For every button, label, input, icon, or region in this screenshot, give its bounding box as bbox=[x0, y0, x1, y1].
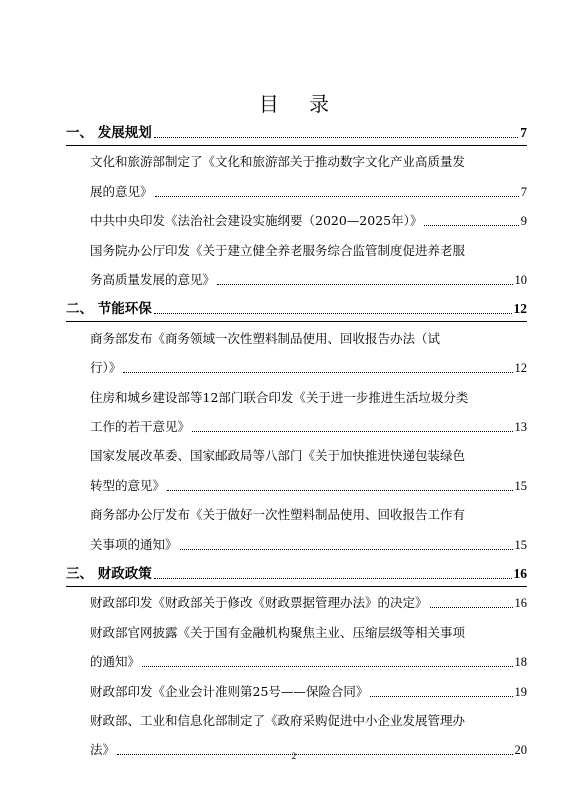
toc-entry-page: 15 bbox=[514, 537, 527, 552]
toc-entry-text: 法》 bbox=[90, 742, 116, 758]
dot-leader bbox=[167, 490, 512, 491]
dot-leader bbox=[155, 196, 519, 197]
toc-entry[interactable] bbox=[90, 683, 527, 701]
section-heading[interactable] bbox=[66, 124, 527, 142]
toc-entry-text: 国家发展改革委、国家邮政局等八部门《关于加快推进快递包装绿色 bbox=[90, 448, 466, 464]
toc-entry-text: 国务院办公厅印发《关于建立健全养老服务综合监管制度促进养老服 bbox=[90, 242, 466, 258]
toc-entry[interactable] bbox=[90, 418, 527, 436]
toc-entry[interactable] bbox=[90, 477, 527, 495]
toc-entry-text: 转型的意见》 bbox=[90, 477, 166, 493]
dot-leader bbox=[217, 284, 512, 285]
toc-entry-page: 18 bbox=[514, 655, 527, 670]
toc-entry-text: 工作的若干意见》 bbox=[90, 419, 191, 434]
section-heading[interactable] bbox=[66, 300, 527, 318]
toc-entry[interactable] bbox=[90, 330, 527, 348]
toc-entry[interactable] bbox=[90, 271, 527, 289]
section-heading-text: 二、 节能环保 bbox=[66, 301, 152, 318]
dot-leader bbox=[154, 313, 512, 314]
page-number: 2 bbox=[291, 751, 297, 761]
toc-entry-text: 文化和旅游部制定了《文化和旅游部关于推动数字文化产业高质量发 bbox=[90, 154, 466, 170]
toc-entry-page: 7 bbox=[520, 184, 527, 199]
section-underline bbox=[66, 586, 527, 587]
dot-leader bbox=[424, 225, 518, 226]
toc-entry[interactable] bbox=[90, 183, 527, 201]
toc-entry-text: 财政部、工业和信息化部制定了《政府采购促进中小企业发展管理办 bbox=[90, 713, 466, 728]
toc-entry-page: 12 bbox=[514, 361, 527, 376]
dot-leader bbox=[154, 578, 512, 579]
section-underline bbox=[66, 145, 527, 146]
dot-leader bbox=[430, 607, 513, 608]
toc-entry-text: 商务部办公厅发布《关于做好一次性塑料制品使用、回收报告工作有 bbox=[90, 507, 466, 523]
dot-leader bbox=[154, 137, 519, 138]
dot-leader bbox=[142, 666, 512, 667]
toc-entry-text: 的通知》 bbox=[90, 654, 141, 670]
toc-entry-page: 13 bbox=[514, 420, 527, 434]
toc-entry[interactable] bbox=[90, 536, 527, 554]
toc-entry-page: 19 bbox=[514, 684, 527, 699]
toc-entry-page: 10 bbox=[514, 273, 527, 287]
toc-entry[interactable] bbox=[90, 447, 527, 465]
toc-title: 目 录 bbox=[258, 92, 342, 116]
toc-entry[interactable] bbox=[90, 653, 527, 671]
toc-entry[interactable] bbox=[90, 242, 527, 260]
toc-entry-text: 财政部印发《财政部关于修改《财政票据管理办法》的决定》 bbox=[90, 595, 428, 611]
toc-entry[interactable] bbox=[90, 506, 527, 524]
toc-entry-text: 住房和城乡建设部等12部门联合印发《关于进一步推进生活垃圾分类 bbox=[90, 389, 469, 405]
toc-entry[interactable] bbox=[90, 712, 527, 730]
toc-entry-page: 16 bbox=[514, 596, 527, 611]
dot-leader bbox=[180, 549, 513, 550]
dot-leader bbox=[192, 431, 512, 432]
toc-entry[interactable] bbox=[90, 153, 527, 171]
toc-entry[interactable] bbox=[90, 594, 527, 612]
toc-entry-text: 务高质量发展的意见》 bbox=[90, 272, 216, 287]
section-underline bbox=[66, 321, 527, 322]
toc-entry[interactable] bbox=[90, 624, 527, 642]
toc-entry-text: 商务部发布《商务领域一次性塑料制品使用、回收报告办法（试 bbox=[90, 330, 441, 346]
section-heading[interactable] bbox=[66, 565, 527, 583]
section-heading-page: 16 bbox=[513, 566, 527, 581]
toc-entry-text: 财政部官网披露《关于国有金融机构聚焦主业、压缩层级等相关事项 bbox=[90, 624, 466, 640]
dot-leader bbox=[123, 372, 512, 373]
section-heading-text: 三、 财政政策 bbox=[66, 566, 152, 582]
toc-entry-text: 关事项的通知》 bbox=[90, 536, 178, 552]
toc-entry[interactable] bbox=[90, 389, 527, 407]
toc-entry-page: 15 bbox=[514, 478, 527, 493]
toc-entry-text: 中共中央印发《法治社会建设实施纲要（2020—2025年）》 bbox=[90, 213, 423, 229]
dot-leader bbox=[370, 696, 512, 697]
toc-entry-page: 9 bbox=[520, 214, 527, 229]
toc-entry-text: 展的意见》 bbox=[90, 183, 153, 199]
toc-entry[interactable] bbox=[90, 359, 527, 377]
toc-entry[interactable] bbox=[90, 212, 527, 230]
toc-entry-text: 财政部印发《企业会计准则第25号——保险合同》 bbox=[90, 683, 369, 699]
toc-entry-page: 20 bbox=[514, 743, 527, 758]
section-heading-text: 一、 发展规划 bbox=[66, 125, 152, 141]
section-heading-page: 12 bbox=[513, 301, 527, 317]
toc-entry-text: 行）》 bbox=[90, 360, 122, 376]
section-heading-page: 7 bbox=[520, 125, 527, 140]
